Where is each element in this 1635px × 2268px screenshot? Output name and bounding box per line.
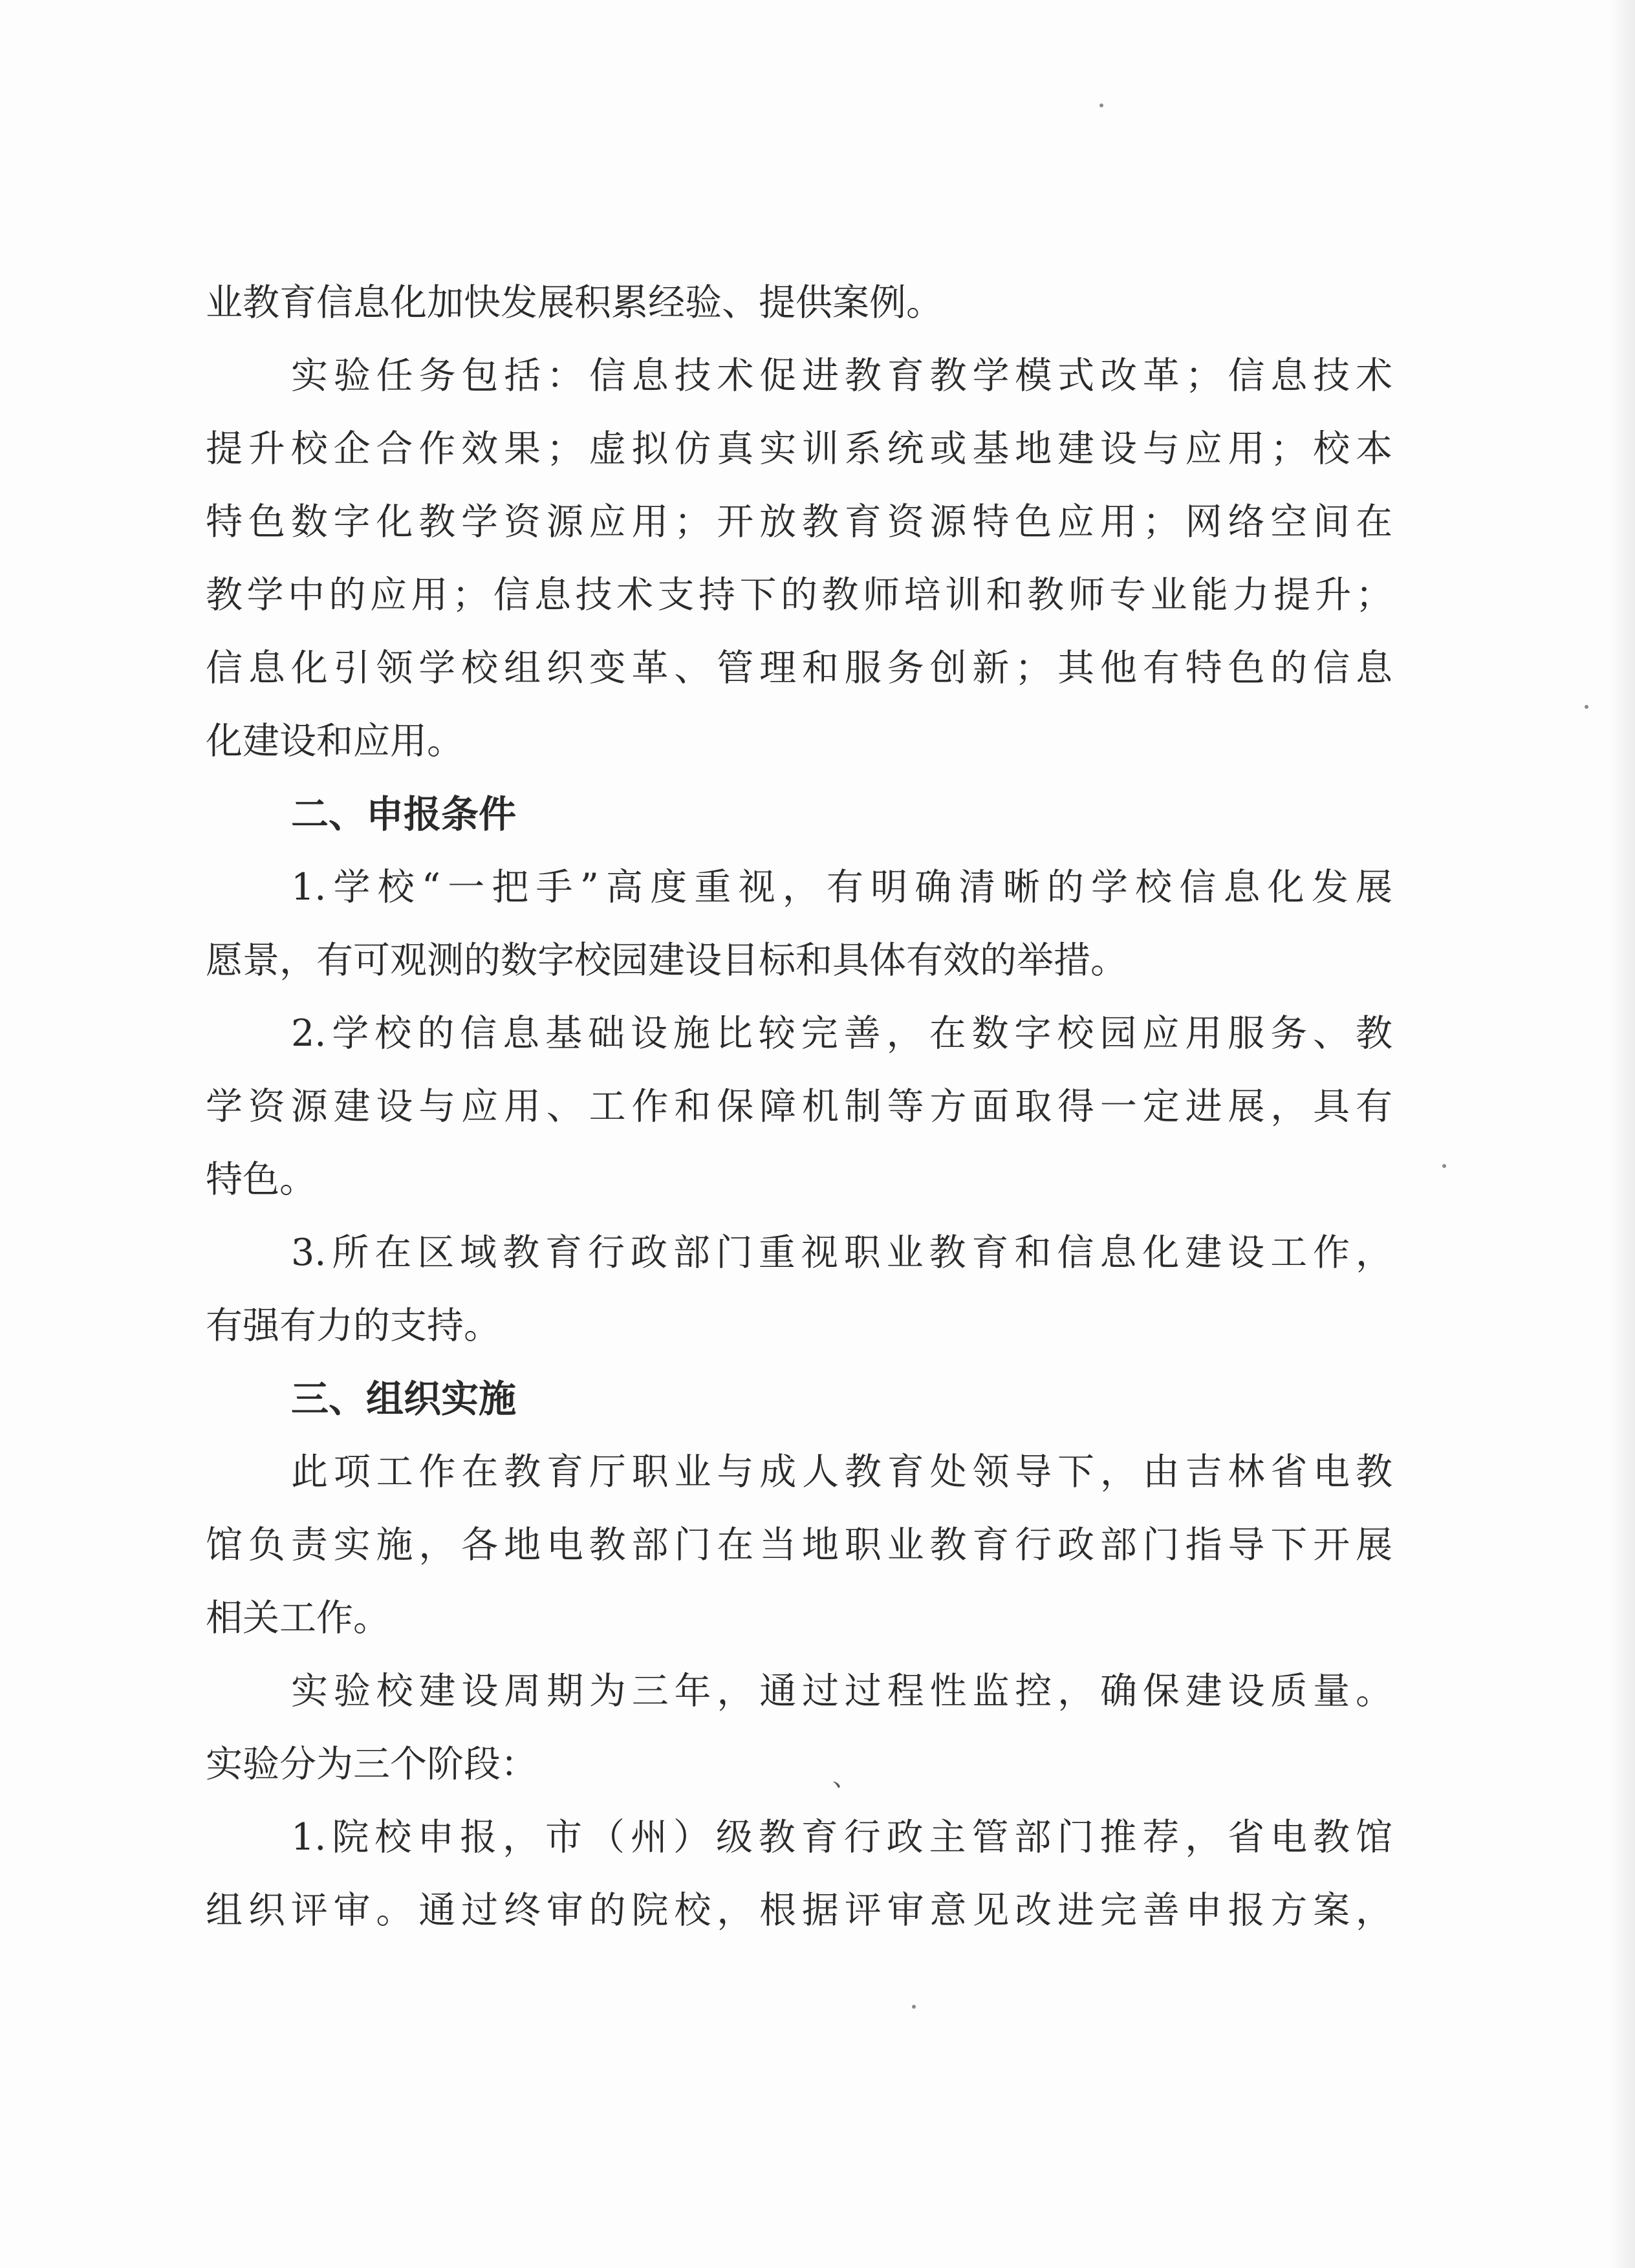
scan-speck bbox=[1585, 705, 1588, 709]
paragraph-line: 信息化引领学校组织变革、管理和服务创新；其他有特色的信息 bbox=[206, 647, 1392, 689]
paragraph-line: 1.学校“一把手”高度重视，有明确清晰的学校信息化发展 bbox=[291, 866, 1392, 909]
paragraph-line: 化建设和应用。 bbox=[206, 720, 464, 762]
paragraph-line: 特色数字化教学资源应用；开放教育资源特色应用；网络空间在 bbox=[206, 501, 1392, 543]
page-edge-shadow bbox=[1609, 0, 1635, 2268]
paragraph-line: 1.院校申报，市（州）级教育行政主管部门推荐，省电教馆 bbox=[291, 1816, 1392, 1859]
paragraph-line: 提升校企合作效果；虚拟仿真实训系统或基地建设与应用；校本 bbox=[206, 427, 1392, 470]
scan-speck bbox=[1099, 103, 1103, 107]
paragraph-line: 实验任务包括：信息技术促进教育教学模式改革；信息技术 bbox=[291, 354, 1392, 397]
paragraph-line: 馆负责实施，各地电教部门在当地职业教育行政部门指导下开展 bbox=[206, 1524, 1392, 1566]
paragraph-line: 相关工作。 bbox=[206, 1597, 390, 1639]
paragraph-line: 业教育信息化加快发展积累经验、提供案例。 bbox=[206, 281, 943, 324]
paragraph-line: 有强有力的支持。 bbox=[206, 1304, 501, 1347]
section-heading: 三、组织实施 bbox=[291, 1377, 517, 1421]
paragraph-line: 此项工作在教育厅职业与成人教育处领导下，由吉林省电教 bbox=[291, 1451, 1392, 1493]
scan-speck bbox=[912, 2005, 916, 2009]
paragraph-line: 实验校建设周期为三年，通过过程性监控，确保建设质量。 bbox=[291, 1670, 1392, 1712]
paragraph-line: 组织评审。通过终审的院校，根据评审意见改进完善申报方案， bbox=[206, 1889, 1392, 1932]
section-heading: 二、申报条件 bbox=[291, 792, 517, 836]
paragraph-line: 教学中的应用；信息技术支持下的教师培训和教师专业能力提升； bbox=[206, 574, 1392, 616]
stray-mark: 、 bbox=[832, 1762, 858, 1792]
paragraph-line: 愿景，有可观测的数字校园建设目标和具体有效的举措。 bbox=[206, 939, 1127, 982]
paragraph-line: 2.学校的信息基础设施比较完善，在数字校园应用服务、教 bbox=[291, 1012, 1392, 1055]
document-body bbox=[206, 266, 1392, 1947]
scan-speck bbox=[1442, 1164, 1446, 1168]
paragraph-line: 3.所在区域教育行政部门重视职业教育和信息化建设工作， bbox=[291, 1231, 1392, 1274]
paragraph-line: 学资源建设与应用、工作和保障机制等方面取得一定进展，具有 bbox=[206, 1085, 1392, 1128]
paragraph-line: 特色。 bbox=[206, 1158, 316, 1201]
paragraph-line: 实验分为三个阶段： bbox=[206, 1743, 537, 1786]
